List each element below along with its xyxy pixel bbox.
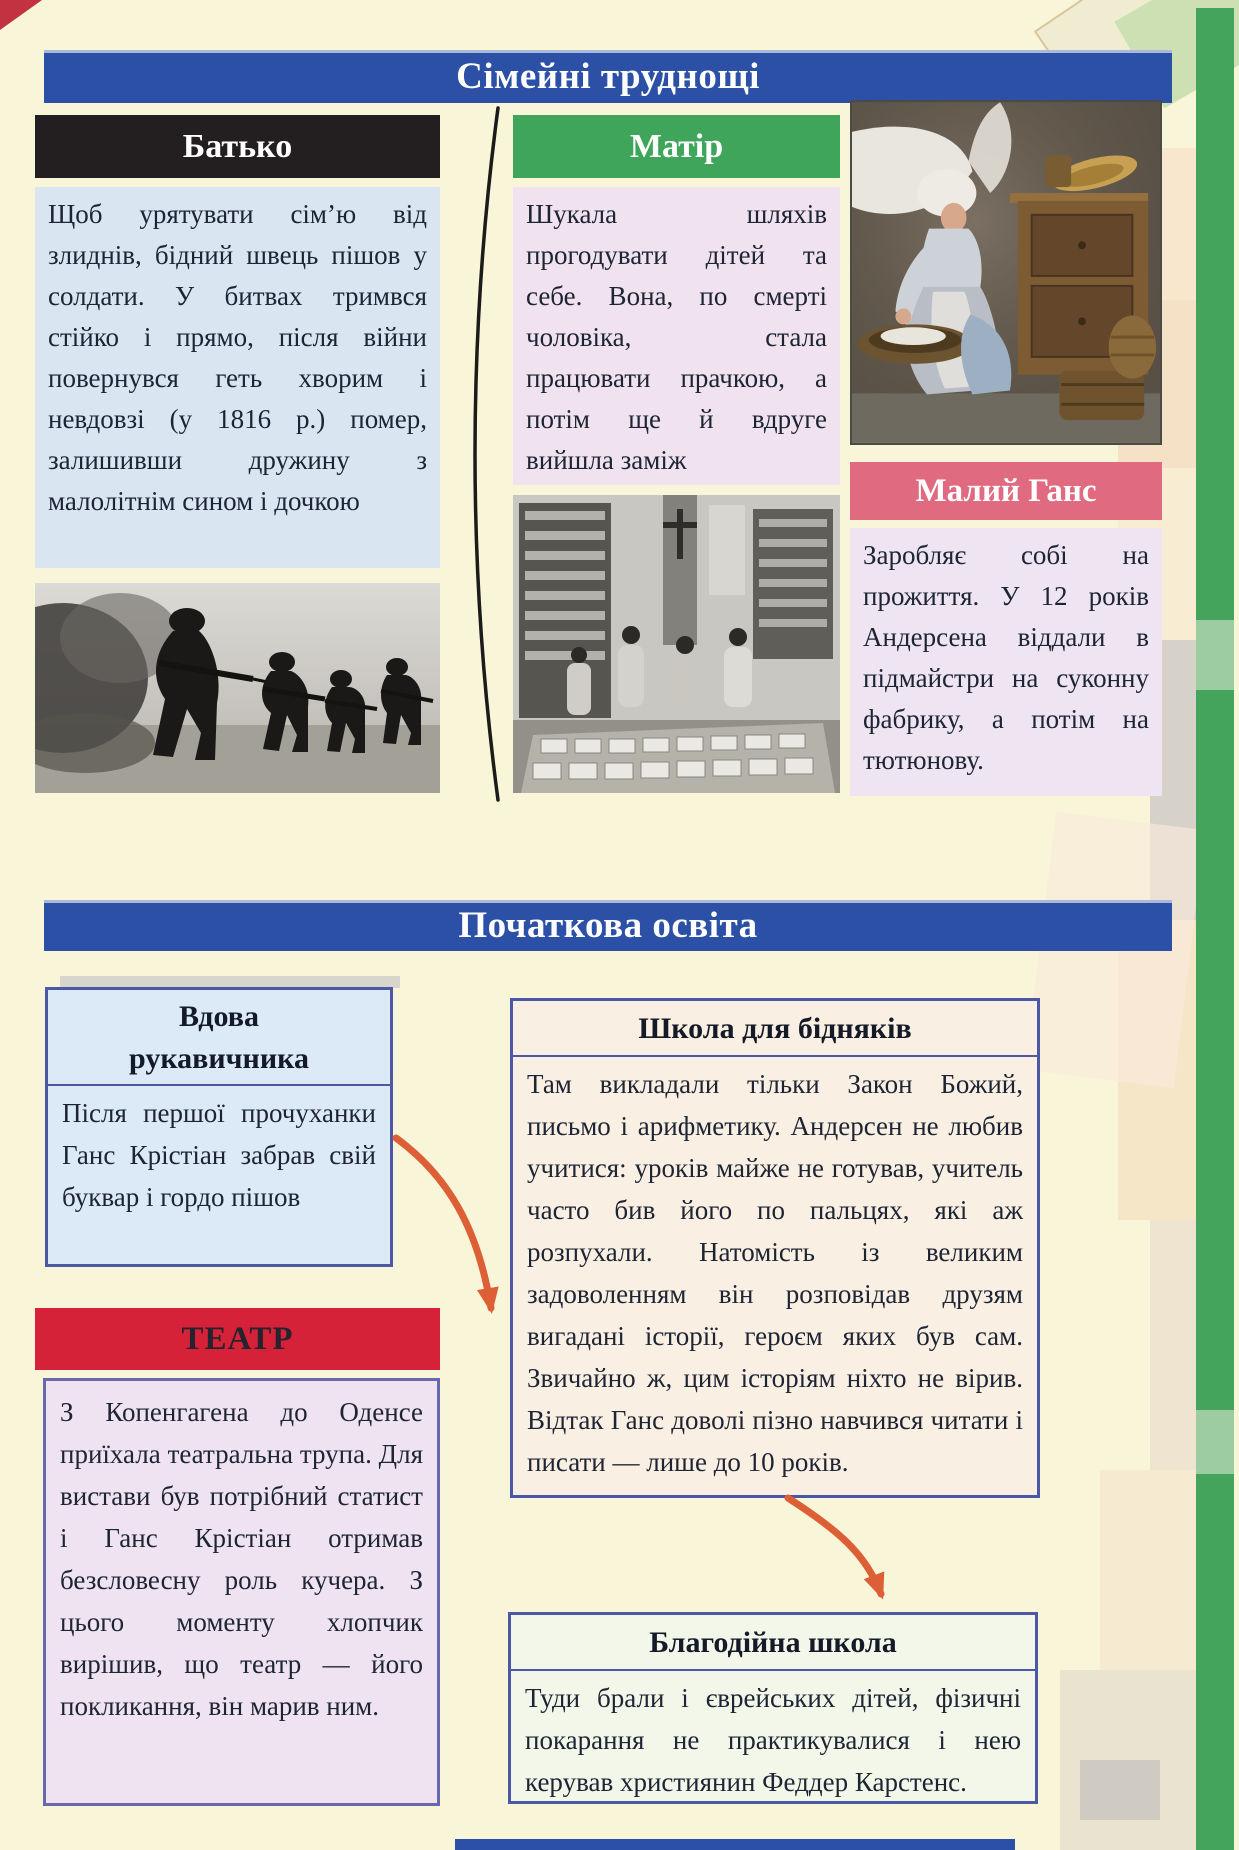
charity-school-box (508, 1612, 1038, 1804)
washerwoman-painting (850, 100, 1162, 445)
factory-workers-photo (513, 495, 840, 793)
book-page-decoration (1080, 1760, 1160, 1820)
section-banner-education: Початкова освіта (44, 900, 1172, 951)
theatre-box (43, 1378, 440, 1806)
mother-textbox: Шукала шляхів прогодувати дітей та себе. Вона, по смерті чоловіка, стала працювати прачкою, а потім ще й вдруге вийшла заміж (513, 187, 840, 485)
widow-box-text: Після першої прочуханки Ганс Крістіан забрав свій буквар і гордо пішов (62, 1098, 376, 1212)
poor-school-text: Там викладали тільки Закон Божий, письмо і арифметику. Андерсен не любив учитися: уроків майже не готував, учитель часто бив його по пальцях, які аж розпухали. Натомість із великим задоволенням він розповідав друзям вигадані історії, героєм яких був сам. Звичайно ж, цим історіям ніхто не вірив. Відтак Ганс доволі пізно навчився читати і писати — лише до 10 років. (527, 1069, 1023, 1477)
next-section-banner-edge (455, 1839, 1015, 1850)
widow-title-text: Вдова рукавичника (129, 1000, 309, 1075)
red-corner-decoration (0, 0, 42, 30)
widow-box-title (48, 990, 390, 1086)
poor-school-box (510, 998, 1040, 1498)
theatre-box-text: З Копенгагена до Оденсе приїхала театральна трупа. Для вистави був потрібний статист і Ганс Крістіан отримав безсловесну роль кучера. З цього моменту хлопчик вирішив, що театр — його покликання, він марив ним. (60, 1397, 423, 1721)
mother-header: Матір (513, 115, 840, 178)
book-page-decoration (1150, 1220, 1196, 1470)
poor-school-title: Школа для бідняків (513, 1001, 1037, 1057)
book-page-decoration (1100, 1470, 1196, 1670)
battle-scene-photo (35, 583, 440, 793)
charity-school-text: Туди брали і єврейських дітей, фізичні покарання не практикувалися і нею керував християнин Феддер Карстенс. (525, 1683, 1021, 1797)
widow-box (45, 987, 393, 1267)
green-spine-notch (1196, 1410, 1234, 1474)
father-header: Батько (35, 115, 440, 178)
green-book-spine (1196, 8, 1234, 1850)
hans-header: Малий Ганс (850, 462, 1162, 520)
section-banner-family: Сімейні труднощі (44, 50, 1172, 103)
theatre-header: ТЕАТР (35, 1308, 440, 1370)
arrow-school-to-charity (788, 1498, 881, 1594)
charity-school-title: Благодійна школа (511, 1615, 1035, 1671)
father-textbox: Щоб урятувати сім’ю від злиднів, бідний швець пішов у солдати. У битвах тримвся стійко і прямо, після війни повернувся геть хворим і невдовзі (у 1816 р.) помер, залишивши дружину з малолітнім сином і дочкою (35, 187, 440, 568)
grouping-brace (448, 104, 512, 804)
green-spine-notch (1196, 620, 1234, 690)
arrow-widow-to-school (396, 1138, 491, 1308)
hans-textbox: Заробляє собі на прожиття. У 12 років Андерсена віддали в підмайстри на суконну фабрику, а потім на тютюнову. (850, 528, 1162, 796)
